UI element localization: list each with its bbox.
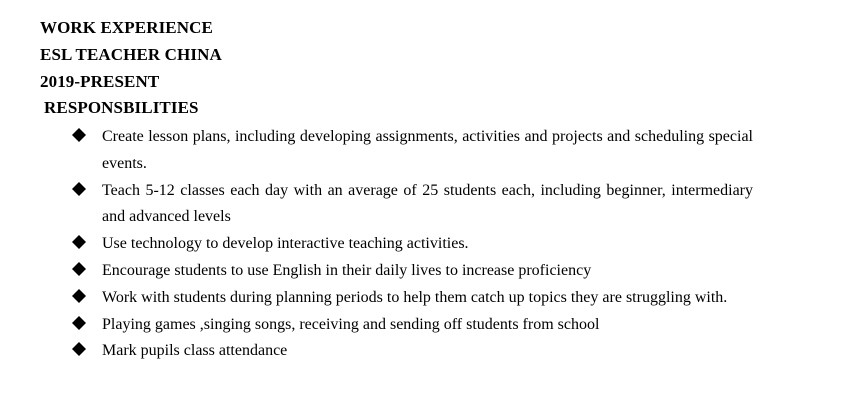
list-item (0, 231, 843, 258)
responsibility-text: Teach 5-12 classes each day with an average of 25 students each, including beginner, intermediary and advanced levels (102, 181, 753, 226)
list-item (0, 258, 843, 285)
responsibilities-list (0, 124, 843, 365)
responsibilities-title: RESPONSBILITIES (44, 98, 199, 117)
list-item (0, 285, 843, 312)
employment-period: 2019-PRESENT (40, 72, 160, 91)
list-item (0, 312, 843, 339)
diamond-bullet-icon (72, 316, 86, 330)
responsibility-text: Work with students during planning periods to help them catch up topics they are struggling with. (102, 288, 728, 306)
list-item (0, 124, 843, 178)
diamond-bullet-icon (72, 342, 86, 356)
responsibility-text: Playing games ,singing songs, receiving and sending off students from school (102, 315, 600, 333)
diamond-bullet-icon (72, 182, 86, 196)
diamond-bullet-icon (72, 128, 86, 142)
responsibility-text: Encourage students to use English in their daily lives to increase proficiency (102, 261, 592, 279)
responsibility-text: Mark pupils class attendance (102, 342, 288, 360)
responsibility-text: Create lesson plans, including developing assignments, activities and projects and scheduling special events. (102, 128, 753, 172)
list-item (0, 178, 843, 232)
diamond-bullet-icon (72, 289, 86, 303)
diamond-bullet-icon (72, 262, 86, 276)
responsibility-text: Use technology to develop interactive teaching activities. (102, 235, 469, 253)
job-title: ESL TEACHER CHINA (40, 45, 222, 64)
section-title: WORK EXPERIENCE (40, 18, 213, 37)
diamond-bullet-icon (72, 235, 86, 249)
list-item (0, 338, 843, 365)
